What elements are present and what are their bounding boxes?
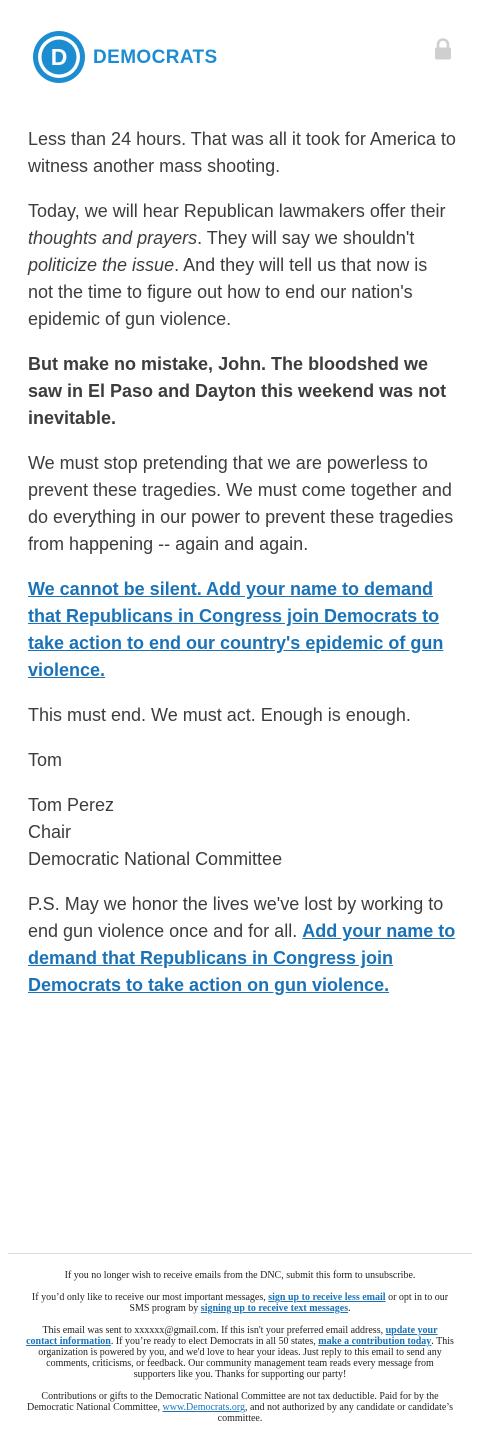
footer-divider (8, 1253, 472, 1254)
democrats-site-link[interactable]: www.Democrats.org (162, 1402, 245, 1413)
preferences-part-1: If you’d only like to receive our most important messages, (31, 1292, 269, 1303)
signature-title: Chair (28, 822, 72, 842)
paragraph-cta (28, 576, 456, 684)
paragraph-thoughts (28, 198, 456, 333)
text-messages-link[interactable]: signing up to receive text messages (200, 1303, 349, 1314)
email-preferences-text (26, 1292, 454, 1314)
sent-part-2: . If you’re ready to elect Democrats in all 50 states, (110, 1336, 319, 1347)
signature-org: Democratic National Committee (28, 849, 283, 869)
signature-block (28, 792, 456, 873)
logo-letter: D (50, 44, 68, 70)
add-your-name-link[interactable]: We cannot be silent. Add your name to demand that Republicans in Congress join Democrats to take action to end our country's epidemic of gun violence. (28, 579, 444, 680)
paragraph-thoughts-part-3: . And they will tell us that now is not the time to figure out how to end our nation's epidemic of gun violence. (28, 255, 428, 329)
postscript-add-name-link[interactable]: Add your name to demand that Republicans in Congress join Democrats to take action on gun violence. (28, 921, 456, 995)
email-footer (26, 1270, 454, 1435)
disclaimer-text (26, 1391, 454, 1424)
postscript-text: P.S. May we honor the lives we've lost by working to end gun violence once and for all. (28, 894, 444, 941)
sent-to-text (26, 1325, 454, 1380)
paragraph-thoughts-part-1: Today, we will hear Republican lawmakers offer their (28, 201, 446, 221)
preferences-part-2: or opt in to our SMS program by (129, 1292, 449, 1314)
update-contact-link[interactable]: update your contact information (26, 1325, 438, 1347)
paragraph-intro: Less than 24 hours. That was all it took for America to witness another mass shooting. (28, 129, 456, 176)
paragraph-enough: This must end. We must act. Enough is enough. (28, 705, 411, 725)
email-body (28, 126, 456, 1017)
lock-icon (434, 38, 452, 60)
signature-name: Tom Perez (28, 795, 115, 815)
contribution-link[interactable]: make a contribution today (318, 1336, 432, 1347)
paragraph-bold-statement: But make no mistake, John. The bloodshed we saw in El Paso and Dayton this weekend was not inevitable. (28, 354, 447, 428)
less-email-link[interactable]: sign up to receive less email (268, 1292, 386, 1303)
emphasis-politicize: politicize the issue (28, 255, 175, 275)
sent-part-1: This email was sent to xxxxxx@gmail.com. If this isn't your preferred email address, (42, 1325, 386, 1336)
disclaimer-part-1: Contributions or gifts to the Democratic National Committee are not tax deductible. Paid for by the Democratic National Committee, (27, 1391, 439, 1413)
unsubscribe-text[interactable]: If you no longer wish to receive emails from the DNC, submit this form to unsubscribe. (64, 1270, 416, 1281)
signoff: Tom (28, 750, 63, 770)
paragraph-powerless: We must stop pretending that we are powerless to prevent these tragedies. We must come together and do everything in our power to prevent these tragedies from happening -- again and again. (28, 453, 454, 554)
disclaimer-part-2: , and not authorized by any candidate or candidate’s committee. (217, 1402, 453, 1424)
postscript (28, 891, 456, 999)
preferences-part-3: . (348, 1303, 351, 1314)
emphasis-thoughts-and-prayers: thoughts and prayers (28, 228, 198, 248)
democrats-wordmark: DEMOCRATS (93, 47, 218, 68)
paragraph-thoughts-part-2: . They will say we shouldn't (197, 228, 415, 248)
email-header (33, 28, 452, 88)
sent-part-3: . This organization is powered by you, and we'd love to hear your ideas. Just reply to this email to send any comments, criticisms, or feedback. Our community management team reads every message from supporters like you. Thanks for supporting our party! (38, 1336, 454, 1380)
democrats-logo-icon (33, 31, 85, 83)
